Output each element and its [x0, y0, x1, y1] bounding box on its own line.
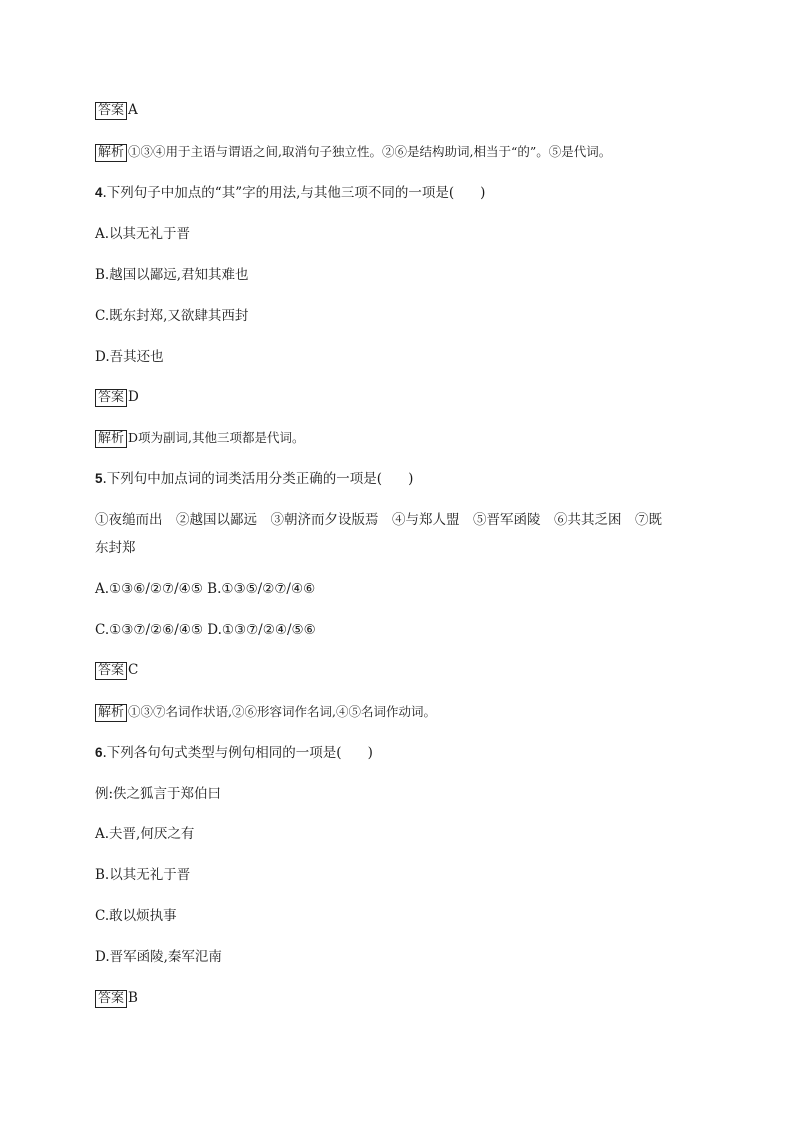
option-c: C.既东封郑,又欲肆其西封	[95, 308, 249, 324]
question-text: .下列各句句式类型与例句相同的一项是(	[102, 745, 342, 761]
question-text: .下列句中加点词的词类活用分类正确的一项是(	[102, 471, 383, 487]
explanation-line	[95, 703, 436, 722]
question-close-paren: )	[408, 471, 414, 487]
explanation-line	[95, 143, 611, 162]
explanation-text: ①③④用于主语与谓语之间,取消句子独立性。②⑥是结构助词,相当于“的”。⑤是代词。	[128, 144, 612, 159]
option-a: A.以其无礼于晋	[95, 226, 191, 242]
answer-line	[95, 989, 138, 1008]
answer-line	[95, 661, 138, 680]
question-number: 4	[95, 185, 103, 200]
option-b: B.越国以鄙远,君知其难也	[95, 267, 249, 283]
option-c: C.敢以烦执事	[95, 908, 177, 924]
options-ab: A.①③⑥/②⑦/④⑤ B.①③⑤/②⑦/④⑥	[95, 581, 316, 597]
example-sentence: 例:佚之狐言于郑伯曰	[95, 786, 222, 802]
answer-tag: 答案	[95, 102, 127, 120]
answer-text: A	[128, 102, 138, 118]
question-close-paren: )	[480, 185, 486, 201]
option-d: D.吾其还也	[95, 349, 164, 365]
question-number: 5	[95, 471, 103, 486]
answer-tag: 答案	[95, 990, 127, 1008]
answer-tag: 答案	[95, 662, 127, 680]
question-6	[95, 744, 373, 762]
option-a: A.夫晋,何厌之有	[95, 826, 195, 842]
explanation-tag: 解析	[95, 144, 127, 162]
question-text: .下列句子中加点的“其”字的用法,与其他三项不同的一项是(	[102, 185, 455, 201]
options-cd: C.①③⑦/②⑥/④⑤ D.①③⑦/②④/⑤⑥	[95, 622, 316, 638]
explanation-text: D项为副词,其他三项都是代词。	[128, 430, 305, 445]
explanation-line	[95, 429, 305, 448]
question-stem: 东封郑	[95, 540, 136, 556]
explanation-text: ①③⑦名词作状语,②⑥形容词作名词,④⑤名词作动词。	[128, 704, 436, 719]
question-4	[95, 184, 485, 202]
option-b: B.以其无礼于晋	[95, 867, 191, 883]
answer-line	[95, 388, 139, 407]
option-d: D.晋军函陵,秦军氾南	[95, 949, 222, 965]
answer-tag: 答案	[95, 389, 127, 407]
question-5	[95, 470, 413, 488]
question-close-paren: )	[367, 745, 373, 761]
explanation-tag: 解析	[95, 704, 127, 722]
answer-line	[95, 101, 138, 120]
answer-text: C	[128, 662, 139, 678]
question-stem: ①夜缒而出 ②越国以鄙远 ③朝济而夕设版焉 ④与郑人盟 ⑤晋军函陵 ⑥共其乏困 ⑦既	[95, 512, 662, 528]
answer-text: D	[128, 389, 139, 405]
explanation-tag: 解析	[95, 430, 127, 448]
question-number: 6	[95, 745, 103, 760]
answer-text: B	[128, 990, 138, 1006]
